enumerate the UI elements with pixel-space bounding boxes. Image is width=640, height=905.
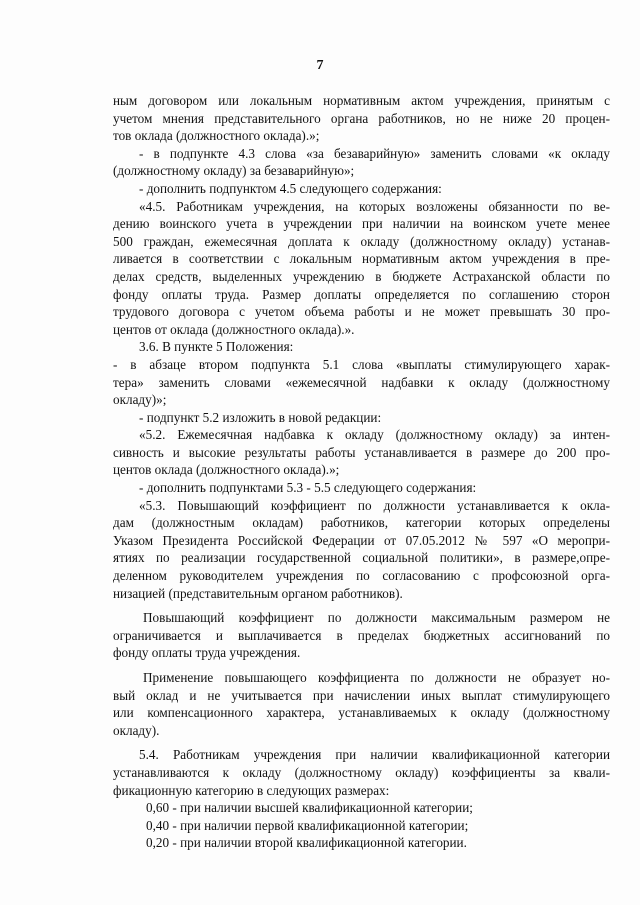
text-line: фикационную категорию в следующих размерах: [113, 782, 390, 798]
page-number: 7 [316, 58, 324, 73]
text-line: «4.5. Работникам учреждения, на которых возложены обязанности по ве- [139, 198, 610, 214]
text-line: ным договором или локальным нормативным актом учреждения, принятым с [113, 93, 610, 108]
text-line: трудового договора с учетом объема работы и не может превышать 30 про- [113, 304, 610, 320]
text-line: фонду оплаты труда учреждения. [113, 645, 301, 661]
text-line: устанавливаются к окладу (должностному окладу) коэффициенты за квали- [113, 764, 610, 780]
text-line: деленном руководителем учреждения по согласованию с профсоюзной орга- [113, 568, 610, 584]
text-line: 500 граждан, ежемесячная доплата к окладу (должностному окладу) устанав- [113, 233, 610, 249]
text-line: 0,60 - при наличии высшей квалификационной категории; [146, 800, 473, 816]
text-line: окладу)»; [113, 392, 167, 408]
text-line: - подпункт 5.2 изложить в новой редакции: [139, 409, 382, 425]
document-body [113, 92, 610, 852]
text-line: Указом Президента Российской Федерации от 07.05.2012 № 597 «О меропри- [113, 532, 610, 548]
text-line: - дополнить подпунктом 4.5 следующего содержания: [139, 180, 442, 196]
text-line: вый оклад и не учитывается при начислении иных выплат стимулирующего [113, 687, 610, 703]
text-line: - в подпункте 4.3 слова «за безаварийную» заменить словами «к окладу [139, 145, 610, 161]
text-line: учетом мнения представительного органа работников, но не ниже 20 процен- [113, 110, 610, 126]
text-line: 0,20 - при наличии второй квалификационной категории. [146, 835, 467, 851]
text-line: делах средств, выделенных учреждению в бюджете Астраханской области по [113, 268, 610, 284]
text-line: фонду оплаты труда. Размер доплаты определяется по соглашению сторон [113, 286, 610, 302]
text-line: тера» заменить словами «ежемесячной надбавки к окладу (должностному [113, 374, 610, 390]
text-line: или компенсационного характера, устанавливаемых к окладу (должностному [113, 705, 610, 721]
text-line: сивность и высокие результаты работы устанавливается в размере до 200 про- [113, 444, 610, 460]
text-line: ятиях по реализации государственной социальной политики», в размере,опре- [113, 550, 610, 566]
text-line: Повышающий коэффициент по должности максимальным размером не [143, 610, 610, 626]
text-line: окладу). [113, 722, 160, 738]
text-line: дам (должностным окладам) работников, категории которых определены [113, 515, 610, 531]
text-line: дению воинского учета в учреждении при наличии на воинском учете менее [113, 216, 610, 232]
text-line: центов от оклада (должностного оклада).». [113, 321, 355, 337]
text-line: - в абзаце втором подпункта 5.1 слова «выплаты стимулирующего харак- [113, 356, 610, 372]
text-line: «5.3. Повышающий коэффициент по должности устанавливается к окла- [139, 497, 610, 513]
text-line: - дополнить подпунктами 5.3 - 5.5 следующего содержания: [139, 480, 477, 496]
text-line: центов оклада (должностного оклада).»; [113, 462, 340, 478]
text-line: 5.4. Работникам учреждения при наличии квалификационной категории [139, 747, 610, 763]
text-line: тов оклада (должностного оклада).»; [113, 128, 320, 144]
text-line: Применение повышающего коэффициента по должности не образует но- [143, 670, 610, 685]
text-line: «5.2. Ежемесячная надбавка к окладу (должностному окладу) за интен- [139, 427, 610, 443]
text-line: ограничивается и выплачивается в пределах бюджетных ассигнований по [113, 627, 610, 643]
text-line: 0,40 - при наличии первой квалификационной категории; [146, 817, 469, 833]
text-line: ливается в соответствии с локальным нормативным актом учреждения в пре- [113, 251, 610, 267]
text-line: 3.6. В пункте 5 Положения: [139, 339, 294, 355]
text-line: (должностному окладу) за безаварийную»; [113, 163, 355, 179]
text-line: низацией (представительным органом работников). [113, 585, 403, 601]
